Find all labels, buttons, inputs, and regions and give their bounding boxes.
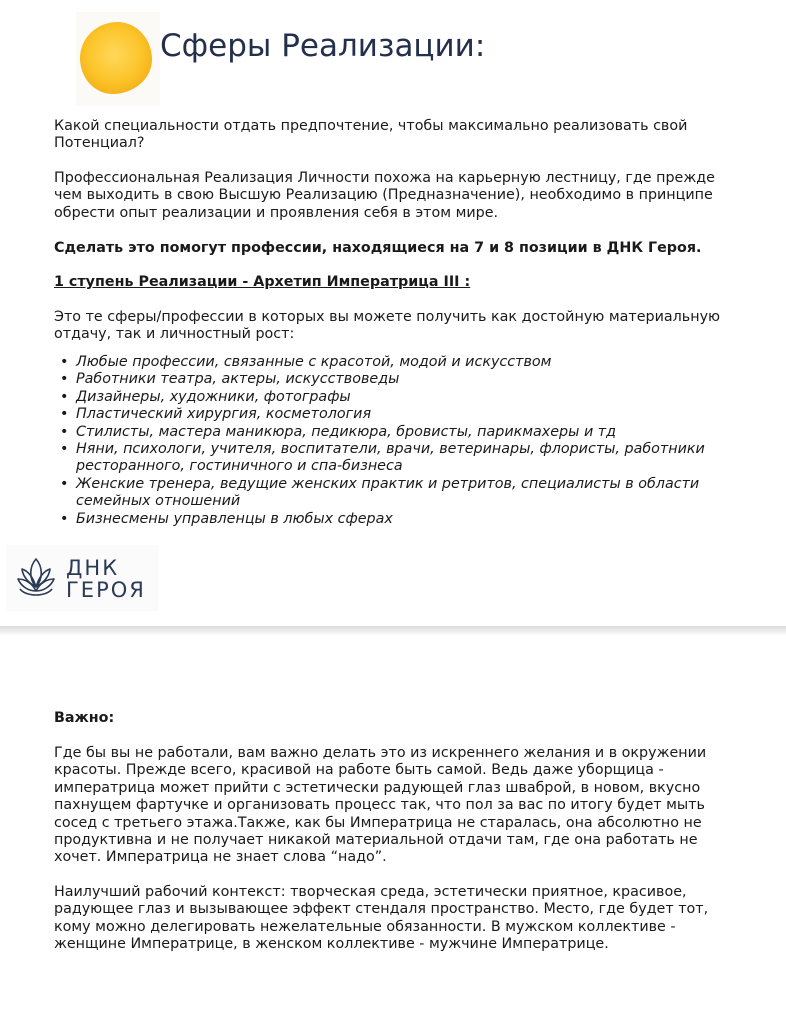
list-item: • Няни, психологи, учителя, воспитатели, врачи, ветеринары, флористы, работники ресторанного, гостиничного и спа-бизнеса: [60, 441, 705, 475]
page-divider: [0, 626, 786, 634]
dna-hero-logo: [6, 545, 158, 611]
bold-statement: Сделать это помогут профессии, находящиеся на 7 и 8 позиции в ДНК Героя.: [54, 240, 702, 256]
lotus-icon: [16, 555, 56, 601]
professions-list: [54, 354, 734, 528]
context-paragraph: Наилучший рабочий контекст: творческая среда, эстетически приятное, красивое, радующее глаз и вызывающее эффект стендаля пространство. Место, где будет тот, кому можно делегировать нежелательные обязанности. В мужском коллективе - женщине Императрице, в женском коллективе - мужчине Императрице.: [54, 884, 709, 953]
list-item: • Женские тренера, ведущие женских практик и ретритов, специалисты в области семейных отношений: [60, 475, 700, 510]
sun-icon: [80, 22, 152, 94]
list-item: • Пластический хирургия, косметология: [60, 406, 372, 423]
logo-line-1: ДНК: [66, 556, 120, 580]
spheres-intro: Это те сферы/профессии в которых вы можете получить как достойную материальную отдачу, так и личностный рост:: [54, 309, 721, 343]
list-item: • Стилисты, мастера маникюра, педикюра, бровисты, парикмахеры и тд: [60, 423, 617, 440]
question-text: Какой специальности отдать предпочтение, чтобы максимально реализовать свой Потенциал?: [54, 118, 688, 152]
page-title: Сферы Реализации:: [160, 28, 486, 64]
sun-image: [76, 12, 160, 106]
logo-line-2: ГЕРОЯ: [66, 578, 146, 602]
list-item: • Любые профессии, связанные с красотой, модой и искусством: [60, 354, 552, 370]
list-item: • Дизайнеры, художники, фотографы: [60, 388, 351, 405]
important-paragraph: Где бы вы не работали, вам важно делать это из искреннего желания и в окружении красоты. Прежде всего, красивой на работе быть самой. Ведь даже уборщица - императрица может прийти с эстетически радующей глаз шваброй, в новом, вкусно пахнущем фартучке и организовать процесс так, что пол за вас по итогу будет мыть сосед с третьего этажа.Также, как бы Императрица не старалась, она абсолютно не продуктивна и не получает никакой материальной отдачи там, где она работать не хочет. Императрица не знает слова “надо”.: [54, 745, 707, 866]
list-item: • Работники театра, актеры, искусствоведы: [60, 371, 400, 388]
step-heading: 1 ступень Реализации - Архетип Императрица III :: [54, 274, 471, 290]
intro-paragraph: Профессиональная Реализация Личности похожа на карьерную лестницу, где прежде чем выходить в свою Высшую Реализацию (Предназначение), необходимо в принципе обрести опыт реализации и проявления себя в этом мире.: [54, 170, 715, 221]
important-heading: Важно:: [54, 710, 115, 726]
list-item: • Бизнесмены управленцы в любых сферах: [60, 510, 393, 527]
